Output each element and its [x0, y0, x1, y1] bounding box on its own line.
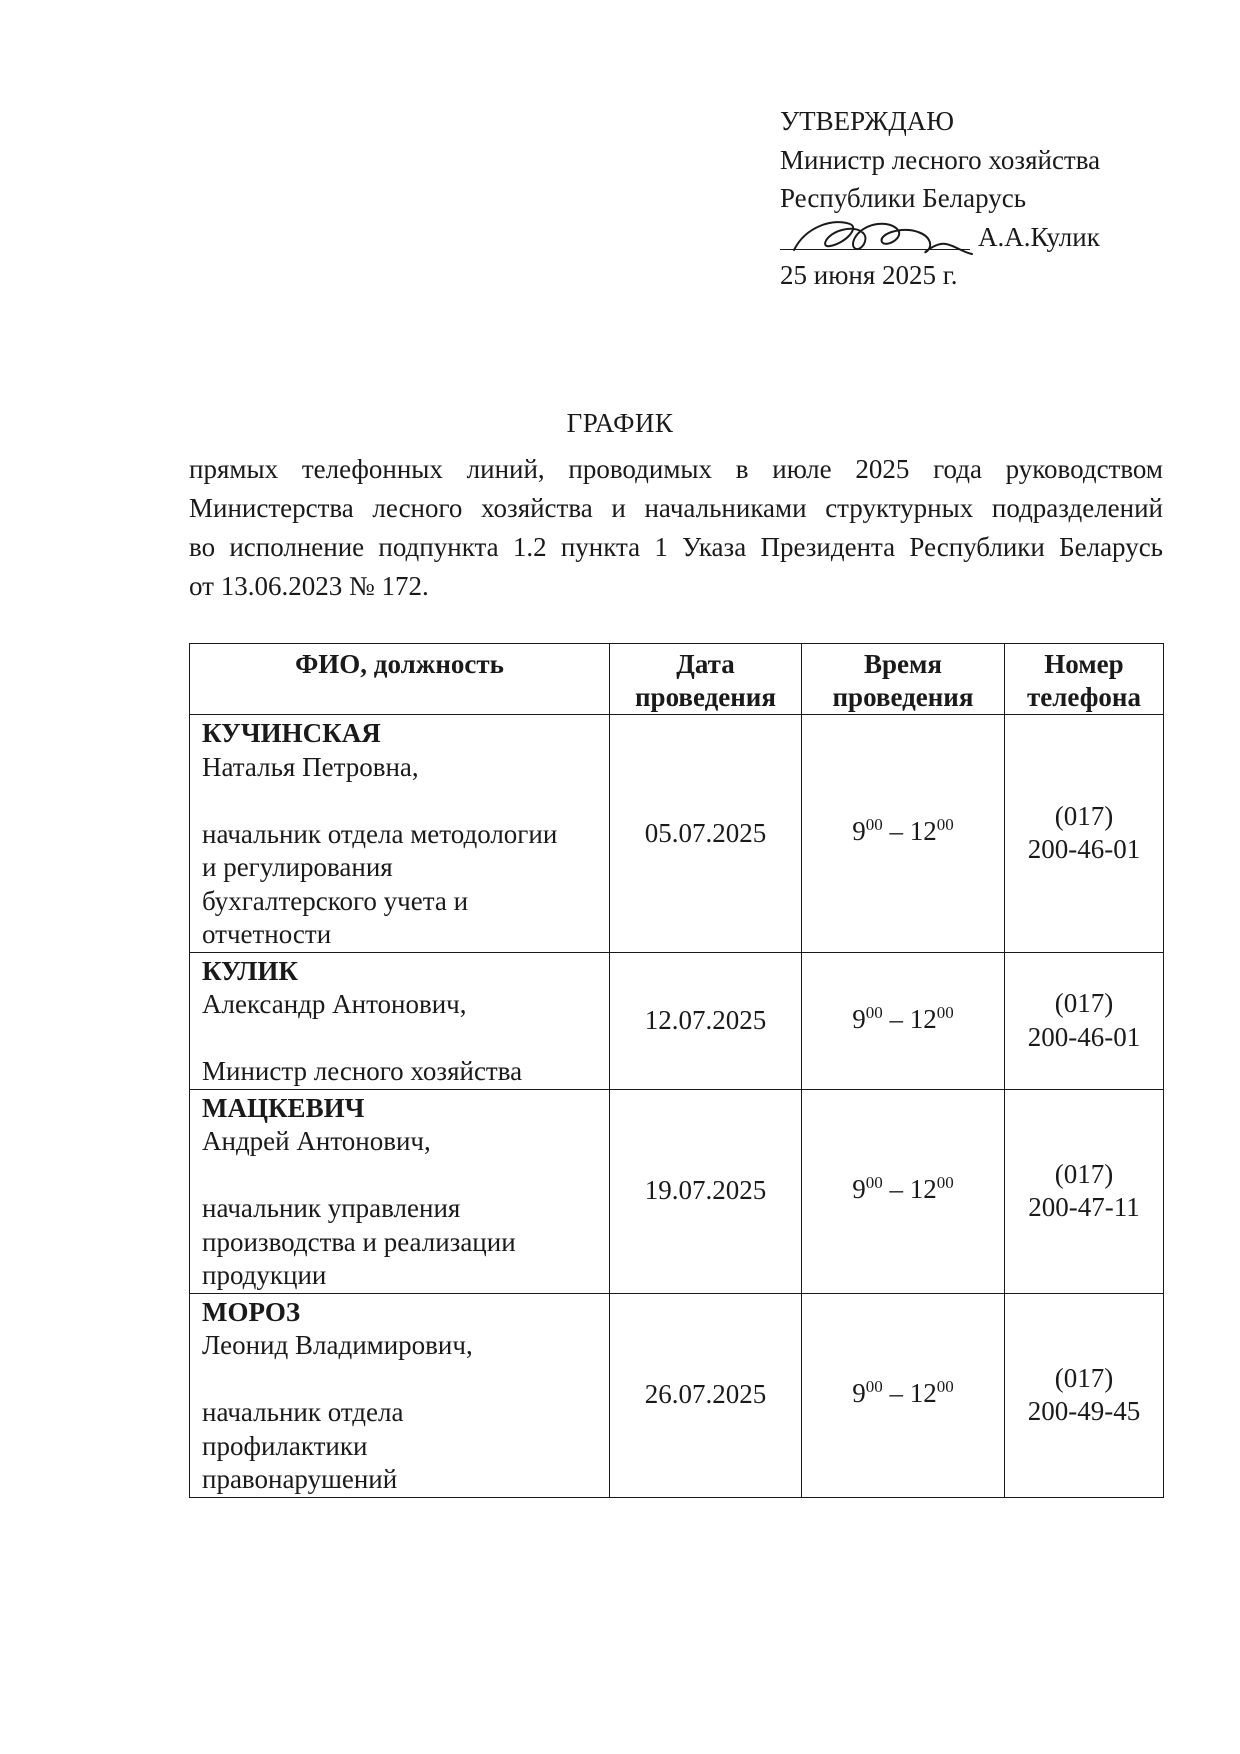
header-person: ФИО, должность	[190, 644, 610, 715]
approval-block	[780, 102, 1100, 295]
person-position-line: производства и реализации	[202, 1226, 516, 1257]
document-description	[189, 450, 1163, 606]
date-cell: 05.07.2025	[610, 715, 802, 953]
schedule-table	[189, 643, 1164, 1498]
approval-date: 25 июня 2025 г.	[780, 260, 958, 290]
approval-heading: УТВЕРЖДАЮ	[780, 106, 955, 136]
person-position-line: отчетности	[202, 919, 332, 949]
header-phone: Номер телефона	[1005, 644, 1164, 715]
date-cell: 12.07.2025	[610, 952, 802, 1089]
phone-cell: (017) 200-46-01	[1005, 952, 1164, 1089]
person-given-names: Александр Антонович,	[202, 989, 467, 1019]
signature-row	[780, 218, 1100, 257]
approval-position-line1: Министр лесного хозяйства	[780, 144, 1101, 175]
person-position-line: и регулирования	[202, 852, 393, 882]
handwritten-signature	[786, 214, 986, 260]
header-time: Время проведения	[802, 644, 1005, 715]
person-position-line: начальник отдела методологии	[202, 818, 558, 849]
header-date: Дата проведения	[610, 644, 802, 715]
table-row	[190, 952, 1164, 1089]
signer-name: А.А.Кулик	[978, 221, 1100, 252]
person-surname: КУЛИК	[202, 955, 298, 986]
person-position-line: правонарушений	[202, 1464, 398, 1494]
time-cell: $9^{00} - 12^{00}$	[802, 715, 1005, 953]
date-cell: 26.07.2025	[610, 1293, 802, 1497]
person-position-line: бухгалтерского учета и	[202, 885, 469, 916]
description-line: прямых телефонных линий, проводимых в июле 2025 года руководством	[189, 454, 1163, 484]
person-cell	[190, 1089, 610, 1293]
date-cell: 19.07.2025	[610, 1089, 802, 1293]
table-row	[190, 1293, 1164, 1497]
time-cell: $9^{00} - 12^{00}$	[802, 1089, 1005, 1293]
table-row	[190, 1089, 1164, 1293]
person-position-line: профилактики	[202, 1430, 368, 1461]
time-cell: $9^{00} - 12^{00}$	[802, 952, 1005, 1089]
document-title: ГРАФИК	[566, 408, 674, 438]
person-cell	[190, 952, 610, 1089]
table-header-row	[190, 644, 1164, 715]
person-cell	[190, 1293, 610, 1497]
phone-cell: (017) 200-47-11	[1005, 1089, 1164, 1293]
person-position-line: продукции	[202, 1260, 327, 1290]
table-row	[190, 715, 1164, 953]
person-surname: МАЦКЕВИЧ	[202, 1092, 365, 1123]
person-surname: КУЧИНСКАЯ	[202, 718, 381, 748]
person-surname: МОРОЗ	[202, 1296, 301, 1327]
person-given-names: Леонид Владимирович,	[202, 1330, 473, 1360]
description-line: от 13.06.2023 № 172.	[189, 571, 429, 601]
approval-position-line2: Республики Беларусь	[780, 183, 1027, 213]
person-position-line: начальник управления	[202, 1193, 461, 1223]
person-given-names: Андрей Антонович,	[202, 1126, 431, 1156]
person-position-line: начальник отдела	[202, 1397, 404, 1427]
phone-cell: (017) 200-49-45	[1005, 1293, 1164, 1497]
person-position-line: Министр лесного хозяйства	[202, 1056, 523, 1086]
description-line: Министерства лесного хозяйства и начальниками структурных подразделений	[189, 493, 1163, 523]
description-line: во исполнение подпункта 1.2 пункта 1 Указа Президента Республики Беларусь	[189, 532, 1163, 562]
person-cell	[190, 715, 610, 953]
time-cell: $9^{00} - 12^{00}$	[802, 1293, 1005, 1497]
phone-cell: (017) 200-46-01	[1005, 715, 1164, 953]
person-given-names: Наталья Петровна,	[202, 751, 419, 782]
